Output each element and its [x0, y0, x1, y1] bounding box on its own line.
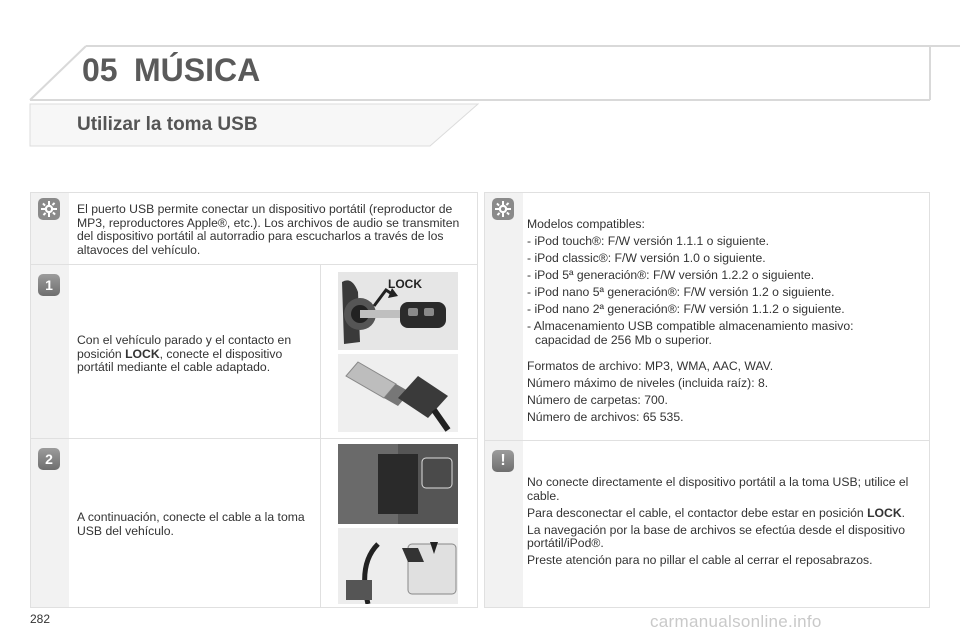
left-side-strip: [31, 193, 69, 607]
warning-p3: La navegación por la base de archivos se efectúa desde el dispositivo portátil/iPod®.: [527, 522, 906, 550]
step-2-illustration: [338, 444, 458, 604]
warning-p2-after: .: [901, 505, 906, 520]
right-side-strip: [485, 193, 523, 607]
compat-block: [527, 218, 922, 428]
warning-p2-before: Para desconectar el cable, el contactor debe estar en posición: [527, 505, 868, 520]
compat-gear-icon: [492, 198, 514, 220]
step-2-text: A continuación, conecte el cable a la toma USB del vehículo.: [77, 510, 305, 538]
step-1-text-before: Con el vehículo parado y el contacto en posición: [77, 333, 292, 361]
compat-item: - iPod nano 2ª generación®: F/W versión 1.1.2 o siguiente.: [527, 302, 845, 316]
format-item: Número máximo de niveles (incluida raíz): 8.: [527, 375, 769, 390]
compat-item: - iPod touch®: F/W versión 1.1.1 o siguiente.: [527, 234, 770, 248]
compat-item: capacidad de 256 Mb o superior.: [535, 332, 712, 347]
warning-p2: [527, 507, 922, 521]
compat-item: - iPod classic®: F/W versión 1.0 o siguiente.: [527, 251, 766, 265]
step-1-text-after: , conecte el dispositivo portátil mediante el cable adaptado.: [77, 346, 283, 374]
compat-item: - iPod nano 5ª generación®: F/W versión 1.2 o siguiente.: [527, 285, 835, 299]
step-2-badge: 2: [38, 448, 60, 470]
warning-p4: Preste atención para no pillar el cable al cerrar el reposabrazos.: [527, 553, 873, 567]
compat-title: Modelos compatibles:: [527, 217, 645, 231]
divider: [484, 440, 930, 441]
section-title: Utilizar la toma USB: [77, 114, 258, 135]
divider: [30, 438, 478, 439]
chapter-title: MÚSICA: [134, 52, 261, 88]
warning-p1: No conecte directamente el dispositivo portátil a la toma USB; utilice el cable.: [527, 475, 909, 503]
page-number: 282: [30, 612, 51, 626]
step-1-text: [77, 334, 315, 375]
divider: [320, 264, 321, 608]
step-1-badge: 1: [38, 274, 60, 296]
step-1-lock: LOCK: [125, 346, 160, 361]
compat-item: - Almacenamiento USB compatible almacenamiento masivo:: [527, 319, 854, 333]
compat-item: - iPod 5ª generación®: F/W versión 1.2.2 o siguiente.: [527, 268, 815, 282]
warning-block: [527, 476, 922, 571]
divider: [30, 264, 478, 265]
intro-text: El puerto USB permite conectar un dispositivo portátil (reproductor de MP3, reproductores Apple®, etc.). Los archivos de audio se transmiten del dispositivo portátil al autorradio para escucharlos a través de los altavoces del vehículo.: [77, 202, 460, 257]
chapter-number: 05: [82, 52, 118, 88]
format-item: Formatos de archivo: MP3, WMA, AAC, WAV.: [527, 358, 774, 373]
step-1-illustration: [338, 272, 458, 432]
format-item: Número de carpetas: 700.: [527, 392, 668, 407]
watermark: carmanualsonline.info: [650, 612, 822, 631]
lock-label: LOCK: [388, 277, 422, 291]
warning-icon: !: [492, 450, 514, 472]
format-item: Número de archivos: 65 535.: [527, 409, 684, 424]
warning-p2-lock: LOCK: [867, 505, 902, 520]
info-gear-icon: [38, 198, 60, 220]
